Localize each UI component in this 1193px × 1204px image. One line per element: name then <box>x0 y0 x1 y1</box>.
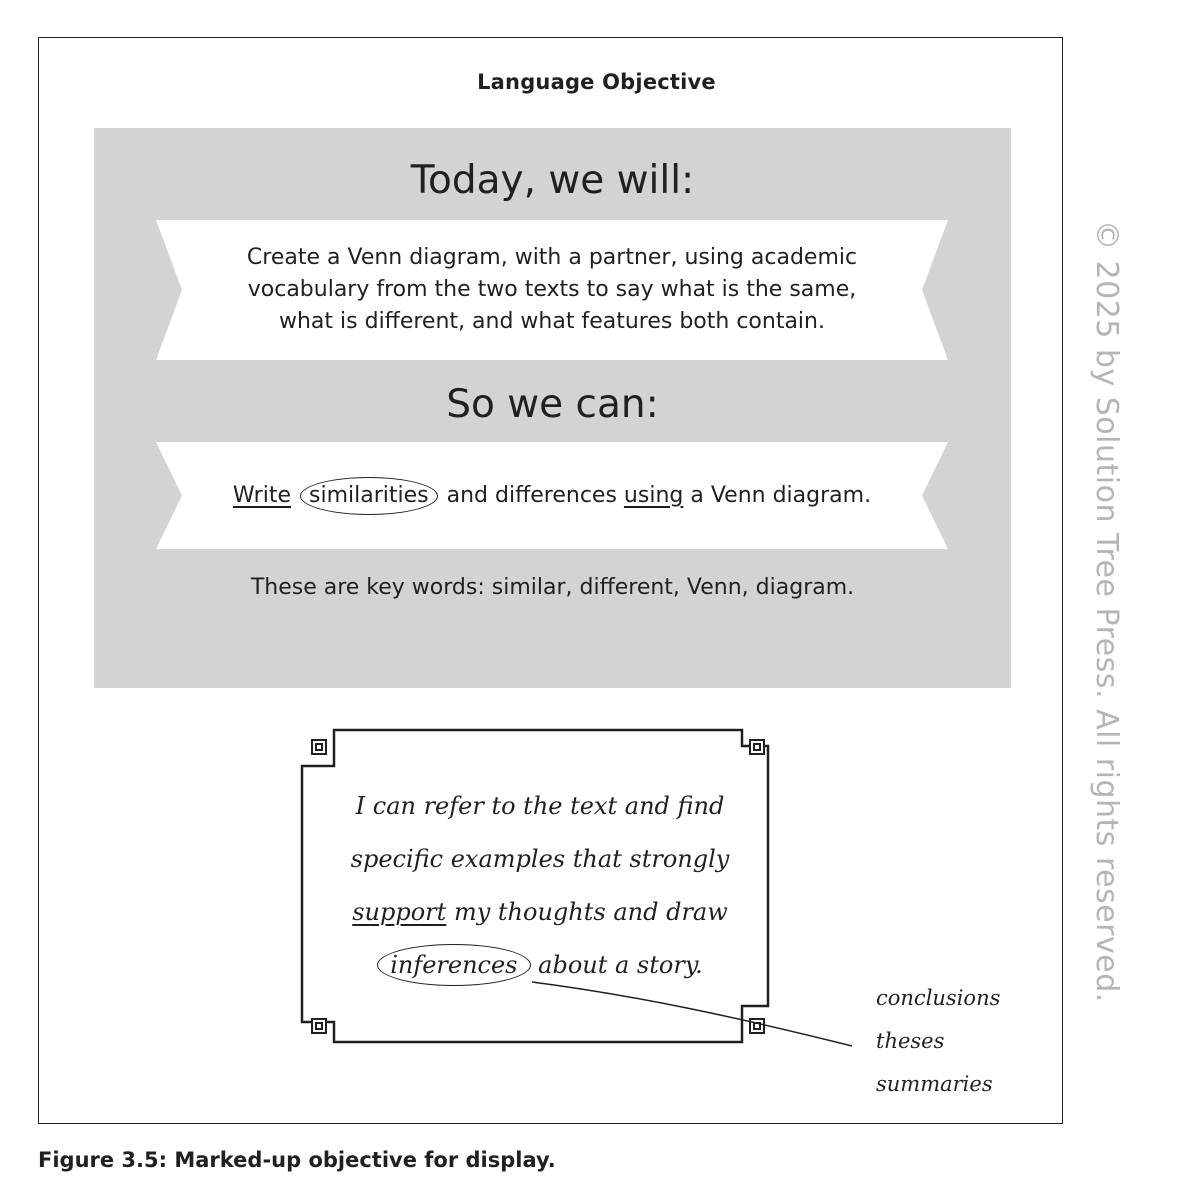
key-words: These are key words: similar, different, Venn, diagram. <box>250 575 855 600</box>
today-title: Today, we will: <box>410 158 695 203</box>
card-text-part: about a story. <box>538 951 703 979</box>
goal-word-underlined: using <box>623 482 684 508</box>
callout-synonyms <box>876 983 1000 1112</box>
so-title: So we can: <box>446 382 659 427</box>
today-ribbon <box>156 220 948 360</box>
card-line: I can refer to the text and find <box>355 792 725 820</box>
card-word-circled: inferences <box>377 944 530 986</box>
callout-word: summaries <box>876 1072 993 1096</box>
goal-text <box>156 442 948 549</box>
card-line: specific examples that strongly <box>350 845 730 873</box>
card-word-underlined: support <box>352 898 447 926</box>
callout-word: theses <box>876 1029 945 1053</box>
card-text-part: my thoughts and draw <box>453 898 728 926</box>
figure-heading: Language Objective <box>477 70 716 94</box>
goal-text-part: a Venn diagram. <box>690 482 872 508</box>
card-line <box>340 939 740 992</box>
callout-word: conclusions <box>876 986 1001 1010</box>
copyright-watermark: © 2025 by Solution Tree Press. All rights reserved. <box>1089 220 1124 1003</box>
goal-ribbon <box>156 442 948 549</box>
card-statement <box>340 780 740 992</box>
goal-word-circled: similarities <box>300 477 438 515</box>
today-text <box>156 220 948 360</box>
today-text-line: vocabulary from the two texts to say what is the same, <box>247 277 857 302</box>
goal-verb-underlined: Write <box>232 482 292 508</box>
figure-caption: Figure 3.5: Marked-up objective for display. <box>38 1148 556 1172</box>
today-text-line: what is different, and what features both contain. <box>279 309 825 334</box>
goal-text-part: and differences <box>446 482 617 508</box>
card-line <box>340 886 740 939</box>
today-text-line: Create a Venn diagram, with a partner, using academic <box>246 245 858 270</box>
